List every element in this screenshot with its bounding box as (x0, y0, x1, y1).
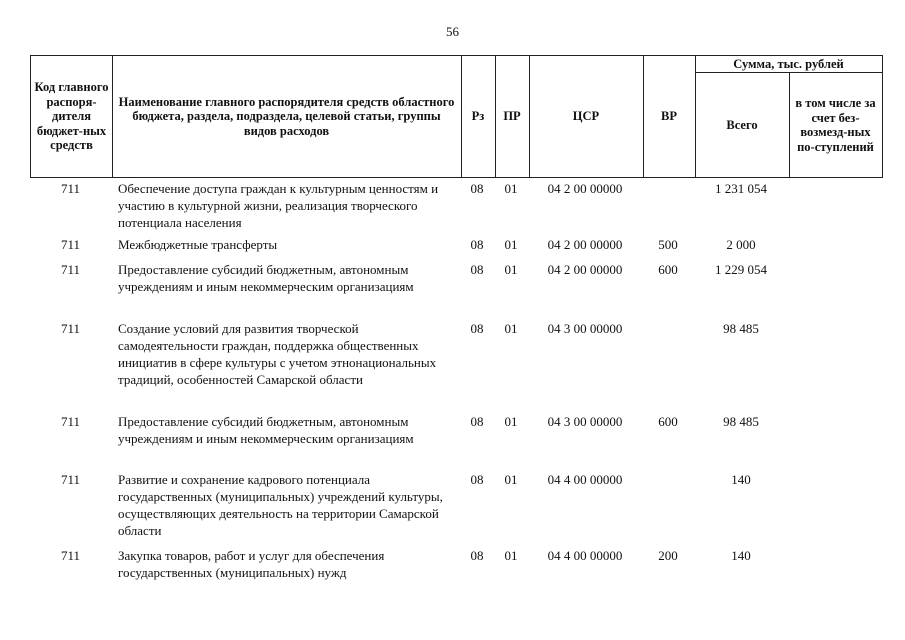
row-csr: 04 3 00 00000 (547, 414, 623, 429)
row-name: Создание условий для развития творческой самодеятельности граждан, поддержка общественных инициатив в сфере культуры с учетом этнонациональных традиций, особенностей Самарской области (118, 321, 437, 387)
page-number: 56 (446, 24, 459, 39)
row-rz: 08 (470, 181, 484, 196)
row-code: 711 (60, 237, 81, 252)
row-name: Закупка товаров, работ и услуг для обеспечения государственных (муниципальных) нужд (118, 548, 385, 580)
row-rz: 08 (470, 414, 484, 429)
row-pr: 01 (504, 237, 518, 252)
header-code: Код главного распоря-дителя бюджет-ных средств (34, 80, 109, 153)
row-code: 711 (60, 181, 81, 196)
row-code: 711 (60, 548, 81, 563)
row-vr: 600 (658, 414, 678, 429)
row-code: 711 (60, 414, 81, 429)
row-rz: 08 (470, 472, 484, 487)
row-code: 711 (60, 262, 81, 277)
row-total: 1 229 054 (715, 262, 767, 277)
row-rz: 08 (470, 548, 484, 563)
row-pr: 01 (504, 472, 518, 487)
row-total: 2 000 (726, 237, 756, 252)
header-free-receipts: в том числе за счет без-возмезд-ных по-ступлений (795, 96, 876, 154)
header-pr: ПР (503, 109, 521, 124)
row-name: Обеспечение доступа граждан к культурным ценностям и участию в культурной жизни, реализация творческого потенциала населения (118, 181, 439, 230)
row-total: 98 485 (723, 321, 759, 336)
header-vr: ВР (661, 109, 677, 124)
row-total: 140 (731, 548, 751, 563)
row-name: Предоставление субсидий бюджетным, автономным учреждениям и иным некоммерческим организациям (118, 262, 414, 294)
row-code: 711 (60, 472, 81, 487)
row-code: 711 (60, 321, 81, 336)
row-total: 1 231 054 (715, 181, 767, 196)
row-pr: 01 (504, 321, 518, 336)
row-name: Предоставление субсидий бюджетным, автономным учреждениям и иным некоммерческим организациям (118, 414, 414, 446)
header-csr: ЦСР (572, 109, 600, 124)
row-csr: 04 4 00 00000 (547, 472, 623, 487)
row-csr: 04 3 00 00000 (547, 321, 623, 336)
row-csr: 04 2 00 00000 (547, 181, 623, 196)
header-sum-group: Сумма, тыс. рублей (733, 56, 844, 71)
row-csr: 04 2 00 00000 (547, 262, 623, 277)
row-rz: 08 (470, 262, 484, 277)
row-total: 98 485 (723, 414, 759, 429)
row-vr: 600 (658, 262, 678, 277)
row-name: Межбюджетные трансферты (118, 237, 278, 252)
row-vr: 500 (658, 237, 678, 252)
header-total: Всего (726, 117, 758, 132)
row-pr: 01 (504, 414, 518, 429)
row-pr: 01 (504, 262, 518, 277)
row-name: Развитие и сохранение кадрового потенциала государственных (муниципальных) учреждений культуры, осуществляющих деятельность на территории Самарской области (118, 472, 443, 538)
table-header (30, 55, 883, 178)
row-vr: 200 (658, 548, 678, 563)
row-rz: 08 (470, 321, 484, 336)
row-csr: 04 2 00 00000 (547, 237, 623, 252)
row-total: 140 (731, 472, 751, 487)
header-rz: Рз (471, 109, 485, 124)
row-pr: 01 (504, 548, 518, 563)
row-rz: 08 (470, 237, 484, 252)
row-pr: 01 (504, 181, 518, 196)
row-csr: 04 4 00 00000 (547, 548, 623, 563)
header-name: Наименование главного распорядителя средств областного бюджета, раздела, подраздела, целевой статьи, группы видов расходов (118, 94, 455, 138)
